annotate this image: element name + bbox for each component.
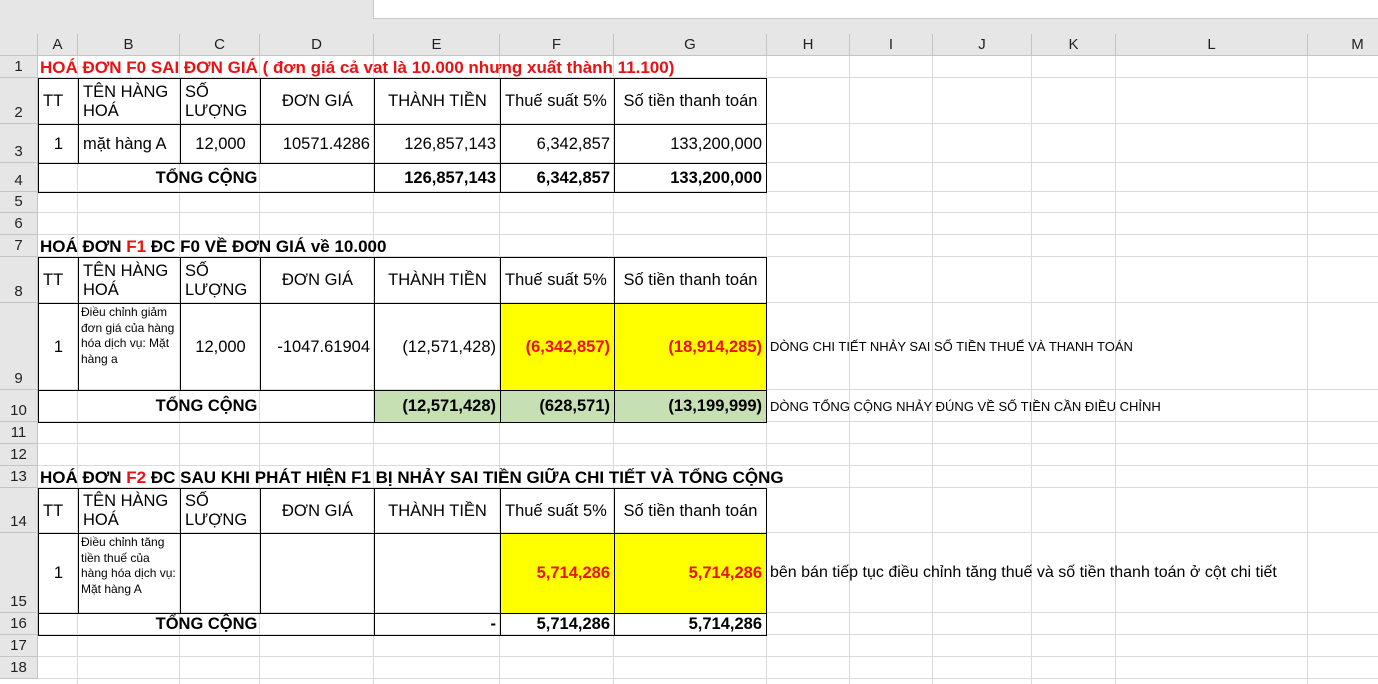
column-header-d[interactable]: D <box>260 34 374 56</box>
row-header-12[interactable]: 12 <box>0 444 38 466</box>
gridline <box>38 656 1378 657</box>
column-header-f[interactable]: F <box>500 34 614 56</box>
s2-note-total[interactable]: DÒNG TỔNG CỘNG NHẢY ĐÚNG VỀ SỐ TIỀN CẦN ĐIỀU CHỈNH <box>770 398 1161 414</box>
s1-row-so-luong[interactable]: 12,000 <box>180 124 261 164</box>
header-thanh-tien[interactable]: THÀNH TIỀN <box>374 78 501 125</box>
s1-total-thue[interactable]: 6,342,857 <box>500 163 615 193</box>
header-ten-hang-hoa[interactable]: TÊN HÀNG HOÁ <box>78 257 181 304</box>
row-header-16[interactable]: 16 <box>0 613 38 635</box>
header-thanh-tien[interactable]: THÀNH TIỀN <box>374 257 501 304</box>
row-header-14[interactable]: 14 <box>0 488 38 533</box>
header-thue-suat[interactable]: Thuế suất 5% <box>500 257 615 304</box>
s3-total-thanh-tien[interactable]: - <box>374 613 501 636</box>
row-header-4[interactable]: 4 <box>0 163 38 192</box>
section3-title-a: HOÁ ĐƠN <box>40 468 127 487</box>
header-thue-suat[interactable]: Thuế suất 5% <box>500 78 615 125</box>
s1-total-label[interactable]: TỔNG CỘNG <box>38 163 375 193</box>
s1-row-ten[interactable]: mặt hàng A <box>78 124 181 164</box>
row-header-17[interactable]: 17 <box>0 635 38 657</box>
column-header-c[interactable]: C <box>180 34 260 56</box>
gridline <box>38 678 1378 679</box>
header-so-luong[interactable]: SỐ LƯỢNG <box>180 488 261 534</box>
header-tt[interactable]: TT <box>38 78 79 125</box>
column-header-j[interactable]: J <box>933 34 1032 56</box>
s3-total-label[interactable]: TỔNG CỘNG <box>38 613 375 636</box>
s2-row-tt[interactable]: 1 <box>38 303 79 391</box>
s2-row-thue[interactable]: (6,342,857) <box>500 303 615 391</box>
header-don-gia[interactable]: ĐƠN GIÁ <box>260 78 375 125</box>
s1-total-thanh-tien[interactable]: 126,857,143 <box>374 163 501 193</box>
column-header-e[interactable]: E <box>374 34 500 56</box>
header-thanh-tien[interactable]: THÀNH TIỀN <box>374 488 501 534</box>
column-header-h[interactable]: H <box>767 34 850 56</box>
row-header-8[interactable]: 8 <box>0 257 38 303</box>
header-so-luong[interactable]: SỐ LƯỢNG <box>180 78 261 125</box>
s1-total-so-tien[interactable]: 133,200,000 <box>614 163 767 193</box>
row-header-5[interactable]: 5 <box>0 192 38 213</box>
s3-row-thue[interactable]: 5,714,286 <box>500 533 615 614</box>
s2-note-row[interactable]: DÒNG CHI TIẾT NHẢY SAI SỐ TIỀN THUẾ VÀ THANH TOÁN <box>770 339 1133 354</box>
row-header-13[interactable]: 13 <box>0 466 38 488</box>
row-header-3[interactable]: 3 <box>0 124 38 163</box>
column-header-b[interactable]: B <box>78 34 180 56</box>
header-don-gia[interactable]: ĐƠN GIÁ <box>260 257 375 304</box>
row-header-7[interactable]: 7 <box>0 235 38 257</box>
s3-row-so-luong[interactable] <box>180 533 261 614</box>
s3-total-thue[interactable]: 5,714,286 <box>500 613 615 636</box>
s2-row-thanh-tien[interactable]: (12,571,428) <box>374 303 501 391</box>
s2-row-so-tien[interactable]: (18,914,285) <box>614 303 767 391</box>
column-header-i[interactable]: I <box>850 34 933 56</box>
s3-row-ten[interactable]: Điều chỉnh tăng tiền thuế của hàng hóa dịch vụ: Mặt hàng A <box>78 533 181 614</box>
s1-row-thue[interactable]: 6,342,857 <box>500 124 615 164</box>
s1-row-tt[interactable]: 1 <box>38 124 79 164</box>
header-tt[interactable]: TT <box>38 488 79 534</box>
s2-total-so-tien[interactable]: (13,199,999) <box>614 390 767 423</box>
column-header-k[interactable]: K <box>1032 34 1116 56</box>
s3-row-thanh-tien[interactable] <box>374 533 501 614</box>
header-thue-suat[interactable]: Thuế suất 5% <box>500 488 615 534</box>
section2-title[interactable] <box>38 235 798 257</box>
header-so-tien[interactable]: Số tiền thanh toán <box>614 78 767 125</box>
row-header-1[interactable]: 1 <box>0 56 38 78</box>
s3-note-row[interactable]: bên bán tiếp tục điều chỉnh tăng thuế và số tiền thanh toán ở cột chi tiết <box>770 564 1277 582</box>
gridline <box>1307 56 1308 684</box>
s3-row-so-tien[interactable]: 5,714,286 <box>614 533 767 614</box>
s1-row-don-gia[interactable]: 10571.4286 <box>260 124 375 164</box>
header-ten-hang-hoa[interactable]: TÊN HÀNG HOÁ <box>78 78 181 125</box>
section1-title[interactable]: HOÁ ĐƠN F0 SAI ĐƠN GIÁ ( đơn giá cả vat là 10.000 nhưng xuất thành 11.100) <box>40 58 675 77</box>
toolbar-area <box>0 0 1378 34</box>
column-header-m[interactable]: M <box>1308 34 1378 56</box>
section2-title-a: HOÁ ĐƠN <box>40 237 127 256</box>
section2-title-b: ĐC F0 VỀ ĐƠN GIÁ về 10.000 <box>146 237 387 256</box>
row-header-2[interactable]: 2 <box>0 78 38 124</box>
s3-total-so-tien[interactable]: 5,714,286 <box>614 613 767 636</box>
header-ten-hang-hoa[interactable]: TÊN HÀNG HOÁ <box>78 488 181 534</box>
row-header-9[interactable]: 9 <box>0 303 38 390</box>
s2-row-don-gia[interactable]: -1047.61904 <box>260 303 375 391</box>
header-so-luong[interactable]: SỐ LƯỢNG <box>180 257 261 304</box>
s1-row-so-tien[interactable]: 133,200,000 <box>614 124 767 164</box>
formula-bar[interactable] <box>373 0 1378 19</box>
section2-title-red: F1 <box>126 237 147 256</box>
section3-title-red: F2 <box>126 468 147 487</box>
select-all-corner[interactable] <box>0 34 38 56</box>
s1-row-thanh-tien[interactable]: 126,857,143 <box>374 124 501 164</box>
header-tt[interactable]: TT <box>38 257 79 304</box>
section3-title-b: ĐC SAU KHI PHÁT HIỆN F1 BỊ NHẢY SAI TIỀN GIỮA CHI TIẾT VÀ TỔNG CỘNG <box>146 468 784 487</box>
s3-row-tt[interactable]: 1 <box>38 533 79 614</box>
row-header-6[interactable]: 6 <box>0 213 38 235</box>
s2-total-thue[interactable]: (628,571) <box>500 390 615 423</box>
gridline <box>38 212 1378 213</box>
column-header-a[interactable]: A <box>38 34 78 56</box>
header-so-tien[interactable]: Số tiền thanh toán <box>614 488 767 534</box>
row-header-11[interactable]: 11 <box>0 422 38 444</box>
header-so-tien[interactable]: Số tiền thanh toán <box>614 257 767 304</box>
row-header-18[interactable]: 18 <box>0 657 38 679</box>
column-header-l[interactable]: L <box>1116 34 1308 56</box>
s2-total-label[interactable]: TỔNG CỘNG <box>38 390 375 423</box>
section3-title[interactable] <box>38 466 938 488</box>
gridline <box>38 443 1378 444</box>
column-header-g[interactable]: G <box>614 34 767 56</box>
s2-total-thanh-tien[interactable]: (12,571,428) <box>374 390 501 423</box>
row-header-15[interactable]: 15 <box>0 533 38 613</box>
s2-row-ten[interactable]: Điều chỉnh giảm đơn giá của hàng hóa dịch vụ: Mặt hàng a <box>78 303 181 391</box>
spreadsheet-grid[interactable] <box>0 34 1378 684</box>
s2-row-so-luong[interactable]: 12,000 <box>180 303 261 391</box>
row-header-10[interactable]: 10 <box>0 390 38 422</box>
header-don-gia[interactable]: ĐƠN GIÁ <box>260 488 375 534</box>
s3-row-don-gia[interactable] <box>260 533 375 614</box>
